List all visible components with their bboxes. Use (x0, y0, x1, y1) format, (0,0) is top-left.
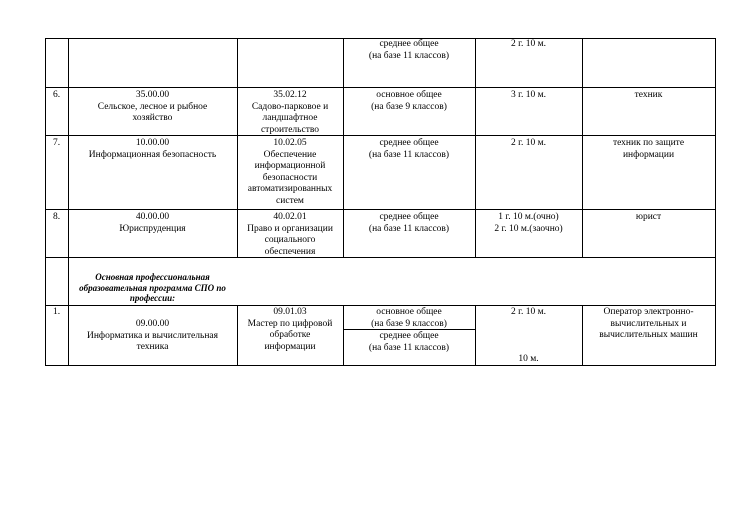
column-line (68, 38, 69, 366)
program-group: 40.00.00 Юриспруденция (119, 212, 186, 234)
base-education: основное общее (на базе 9 классов) (371, 90, 447, 112)
row-number: 6. (52, 90, 61, 100)
row-line (45, 209, 716, 210)
row-line (45, 257, 716, 258)
study-term: 3 г. 10 м. (511, 90, 546, 100)
base-education: среднее общее (на базе 11 классов) (368, 212, 450, 234)
row-line (45, 135, 716, 136)
programs-table (45, 38, 716, 366)
qualification: Оператор электронно- вычислительных и вычислительных машин (599, 307, 698, 340)
row-number: 8. (52, 212, 61, 222)
section-title: Основная профессиональная образовательная программа СПО по профессии: (79, 272, 226, 303)
study-term: 1 г. 10 м.(очно) 2 г. 10 м.(заочно) (494, 212, 563, 234)
base-education: среднее общее (на базе 11 классов) (368, 138, 450, 160)
row-line (45, 365, 716, 366)
column-line (715, 38, 716, 366)
qualification: техник (634, 90, 663, 100)
qualification: юрист (635, 212, 662, 222)
study-term: 2 г. 10 м. (511, 39, 546, 49)
base-education: среднее общее (на базе 11 классов) (368, 39, 450, 61)
row-line (45, 305, 716, 306)
program-group: 35.00.00 Сельское, лесное и рыбное хозяйство (97, 90, 208, 123)
program-group: 10.00.00 Информационная безопасность (88, 138, 217, 160)
specialty: 40.02.01 Право и организации социального обеспечения (247, 212, 333, 257)
specialty: 10.02.05 Обеспечение информационной безопасности автоматизированных систем (247, 138, 333, 206)
study-term: 2 г. 10 м. (511, 307, 546, 317)
base-education: среднее общее (на базе 11 классов) (368, 331, 450, 353)
row-number: 1. (52, 307, 61, 317)
base-education: основное общее (на базе 9 классов) (371, 307, 447, 329)
study-term: 10 м. (518, 354, 539, 364)
row-number: 7. (52, 138, 61, 148)
program-group: 09.00.00 Информатика и вычислительная техника (86, 319, 218, 352)
study-term: 2 г. 10 м. (511, 138, 546, 148)
qualification: техник по защите информации (612, 138, 685, 160)
row-line (45, 87, 716, 88)
specialty: 09.01.03 Мастер по цифровой обработке информации (247, 307, 333, 352)
specialty: 35.02.12 Садово-парковое и ландшафтное строительство (251, 90, 329, 135)
